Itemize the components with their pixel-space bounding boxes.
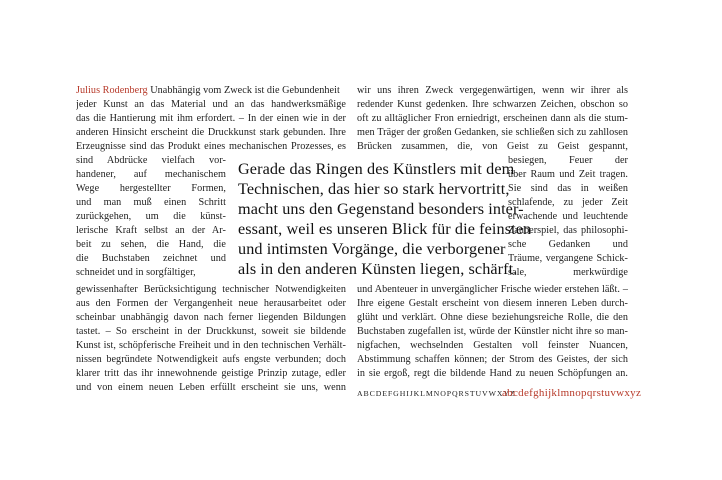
pull-quote-line: macht uns den Gegenstand besonders inter-: [238, 200, 524, 218]
left-narrow-line: Wege hergestellter Formen,: [76, 183, 226, 194]
left-line: das die Hantierung mit ihm erfordert. – In der einen wie in der: [76, 113, 346, 124]
left-narrow-line: lerische Kraft selbst an der Ar-: [76, 225, 226, 236]
left-narrow-line: handener, auf mechanischem: [76, 169, 226, 180]
pull-quote-line: Technischen, das hier so stark hervortritt,: [238, 180, 510, 198]
right-narrow-line: Träume, vergangene Schick-: [508, 253, 628, 264]
left-narrow-line: schneidet und in sorgfältiger,: [76, 267, 196, 278]
left-line: Kunst ist, schöpferische Freiheit und in den technischen Verhält-: [76, 340, 346, 351]
left-line: Erzeugnisse sind das Produkt eines mechanischen Prozesses, es: [76, 141, 346, 152]
left-line: aus den Formen der Vergangenheit neue herausarbeitet oder: [76, 298, 346, 309]
left-line: tastet. – So erscheint in der Druckkunst, soweit sie bildende: [76, 326, 346, 337]
left-narrow-line: zurückgehen, um die künst-: [76, 211, 226, 222]
author-name: Julius Rodenberg: [76, 85, 148, 96]
left-narrow-line: sind Abdrücke vielfach vor-: [76, 155, 226, 166]
right-narrow-line: sale, merkwürdige: [508, 267, 628, 278]
right-line: Brücken zusammen, die, von Geist zu Geist gespannt,: [357, 141, 628, 152]
left-line: klarer tritt das ihr innewohnende geistige Prinzip zutage, edler: [76, 368, 346, 379]
left-line-1: [76, 84, 346, 98]
right-line: wir uns ihren Zweck vergegenwärtigen, wenn wir ihrer als: [357, 85, 628, 96]
right-narrow-line: erwachende und leuchtende: [508, 211, 628, 222]
pull-quote-line: Gerade das Ringen des Künstlers mit dem: [238, 160, 515, 178]
right-line: in sie ergoß, regt die bildende Hand zu neuen Schöpfungen an.: [357, 368, 628, 379]
left-line: nissen begründete Notwendigkeit aufs engste verbunden; doch: [76, 354, 346, 365]
left-first-line-text: Unabhängig vom Zweck ist die Gebundenheit: [150, 85, 340, 96]
left-line: anderen Hinsicht erscheint die Druckkunst stark gebunden. Ihre: [76, 127, 346, 138]
right-narrow-line: Zauberspiel, das philosophi-: [508, 225, 628, 236]
right-line: redender Kunst gedenken. Ihre schwarzen Zeichen, obschon so: [357, 99, 628, 110]
right-line: und Abenteuer in unvergänglicher Frische wieder erstehen läßt. –: [357, 284, 628, 295]
right-line: oft zu alltäglicher Fron erniedrigt, erscheinen dann als die stum-: [357, 113, 628, 124]
uppercase-alphabet: ABCDEFGHIJKLMNOPQRSTUVWXYZ: [357, 389, 516, 398]
right-line: Ihre eigene Gestalt erscheint von diesem inneren Leben durch-: [357, 298, 628, 309]
left-line: scheinbar unabhängig davon nach ferner liegenden Bildungen: [76, 312, 346, 323]
pull-quote-line: als in den anderen Künsten liegen, schärft.: [238, 260, 518, 278]
right-line: nigfachen, wechselnden Gestalten voll feinster Nuancen,: [357, 340, 628, 351]
right-narrow-line: über Raum und Zeit tragen.: [508, 169, 628, 180]
left-narrow-line: die Buchstaben zeichnet und: [76, 253, 226, 264]
right-narrow-line: schlafende, zu jeder Zeit: [508, 197, 628, 208]
right-line: men Träger der großen Gedanken, sie schließen sich zu zahllosen: [357, 127, 628, 138]
left-line: gewissenhafter Berücksichtigung technischer Notwendigkeiten: [76, 284, 346, 295]
pull-quote-line: und intimsten Vorgänge, die verborgener: [238, 240, 506, 258]
right-narrow-line: Sie sind das in weißen: [508, 183, 628, 194]
right-narrow-line: sche Gedanken und: [508, 239, 628, 250]
right-line: Abstimmung schaffen können; der Strom des Geistes, der sich: [357, 354, 628, 365]
lowercase-alphabet: abcdefghijklmnopqrstuvwxyz: [502, 387, 642, 399]
left-narrow-line: und man muß einen Schritt: [76, 197, 226, 208]
right-line: glüht und verklärt. Ohne diese beziehungsreiche Rolle, die den: [357, 312, 628, 323]
left-line: jeder Kunst an das Material und an das handwerksmäßige: [76, 99, 346, 110]
right-narrow-line: besiegen, Feuer der: [508, 155, 628, 166]
right-line: Buchstaben zugefallen ist, würde der Künstler nicht ihre so man-: [357, 326, 628, 337]
left-line: und von einem neuen Leben erfüllt erscheint sie uns, wenn: [76, 382, 346, 393]
pull-quote-line: essant, weil es unseren Blick für die feinsten: [238, 220, 532, 238]
left-narrow-line: beit zu sehen, die Hand, die: [76, 239, 226, 250]
